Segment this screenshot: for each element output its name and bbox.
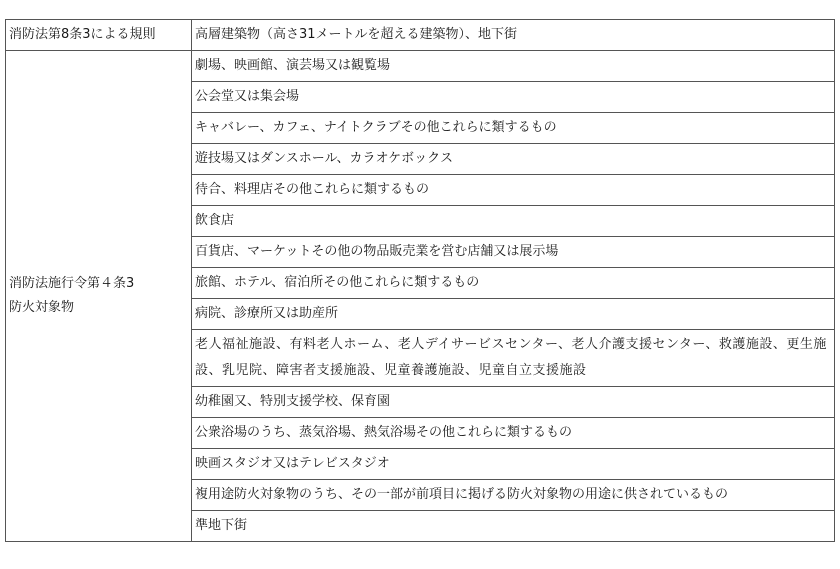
ordinance-item: キャバレー、カフェ、ナイトクラブその他これらに類するもの	[192, 113, 835, 144]
ordinance-item: 複用途防火対象物のうち、その一部が前項目に掲げる防火対象物の用途に供されているもの	[192, 480, 835, 511]
ordinance-item: 遊技場又はダンスホール、カラオケボックス	[192, 144, 835, 175]
fire-regulation-table	[5, 19, 835, 542]
ordinance-item: 映画スタジオ又はテレビスタジオ	[192, 449, 835, 480]
ordinance-item: 幼稚園又、特別支援学校、保育園	[192, 387, 835, 418]
ordinance-label-line1: 消防法施行令第４条3	[9, 276, 135, 291]
ordinance-item: 劇場、映画館、演芸場又は観覧場	[192, 51, 835, 82]
ordinance-item: 病院、診療所又は助産所	[192, 299, 835, 330]
ordinance-label-line2: 防火対象物	[9, 300, 75, 315]
ordinance-label	[6, 51, 192, 542]
ordinance-item: 老人福祉施設、有料老人ホーム、老人デイサービスセンター、老人介護支援センター、救護施設、更生施設、乳児院、障害者支援施設、児童養護施設、児童自立支援施設	[192, 330, 835, 387]
ordinance-item: 待合、料理店その他これらに類するもの	[192, 175, 835, 206]
ordinance-item: 公衆浴場のうち、蒸気浴場、熱気浴場その他これらに類するもの	[192, 418, 835, 449]
ordinance-item: 準地下街	[192, 511, 835, 542]
ordinance-item: 旅館、ホテル、宿泊所その他これらに類するもの	[192, 268, 835, 299]
rule-value: 高層建築物（高さ31メートルを超える建築物）、地下街	[192, 20, 835, 51]
table-row	[6, 51, 835, 82]
table-row-rule	[6, 20, 835, 51]
fire-regulation-table-container	[5, 19, 835, 542]
ordinance-item: 飲食店	[192, 206, 835, 237]
ordinance-item: 公会堂又は集会場	[192, 82, 835, 113]
rule-label: 消防法第8条3による規則	[6, 20, 192, 51]
ordinance-item: 百貨店、マーケットその他の物品販売業を営む店舗又は展示場	[192, 237, 835, 268]
